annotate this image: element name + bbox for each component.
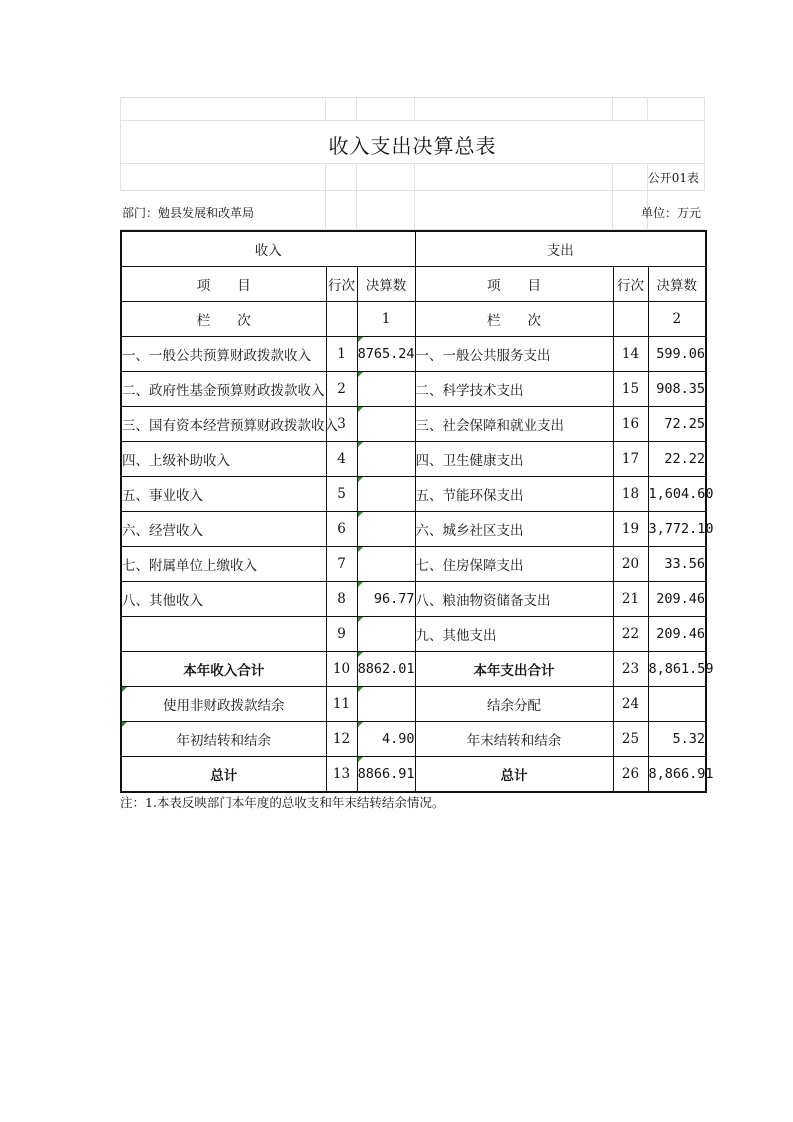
title-row — [120, 121, 705, 164]
cell-marker-icon — [358, 372, 363, 377]
page-title: 收入支出决算总表 — [328, 134, 497, 158]
table-row — [121, 547, 706, 582]
expense-amount: 8,861.59 — [648, 652, 706, 687]
expense-column-label: 栏 次 — [415, 302, 613, 337]
income-amount — [357, 757, 415, 793]
expense-line-header: 行次 — [613, 267, 648, 302]
income-line-no: 6 — [326, 512, 357, 547]
unit-label: 单位：万元 — [640, 206, 701, 220]
spreadsheet-blank-row — [120, 97, 705, 121]
income-line-no: 3 — [326, 407, 357, 442]
income-line-no: 8 — [326, 582, 357, 617]
income-amount-text: 4.90 — [381, 731, 415, 747]
department-row — [120, 191, 705, 230]
summary-row — [121, 687, 706, 722]
expense-amount: 8,866.91 — [648, 757, 706, 793]
expense-item: 五、节能环保支出 — [415, 477, 613, 512]
income-item: 五、事业收入 — [121, 477, 326, 512]
income-line-no: 2 — [326, 372, 357, 407]
income-amount — [357, 442, 415, 477]
expense-amount: 1,604.60 — [648, 477, 706, 512]
expense-header: 支出 — [415, 231, 706, 267]
cell-marker-icon — [358, 337, 363, 342]
expense-summary-item: 年末结转和结余 — [415, 722, 613, 757]
income-column-index: 1 — [357, 302, 415, 337]
expense-amount: 599.06 — [648, 337, 706, 372]
cell-marker-icon — [122, 687, 127, 692]
income-item: 二、政府性基金预算财政拨款收入 — [121, 372, 326, 407]
footnote: 注：1.本表反映部门本年度的总收支和年末结转结余情况。 — [120, 795, 445, 810]
cell-marker-icon — [358, 617, 363, 622]
income-amount — [357, 582, 415, 617]
income-item: 六、经营收入 — [121, 512, 326, 547]
expense-summary-item: 结余分配 — [415, 687, 613, 722]
income-amount — [357, 407, 415, 442]
table-row — [121, 582, 706, 617]
cell-marker-icon — [358, 722, 363, 727]
expense-column-blank — [613, 302, 648, 337]
income-line-no: 13 — [326, 757, 357, 793]
form-number-row — [120, 164, 705, 191]
form-number: 公开01表 — [647, 171, 699, 185]
income-item — [121, 617, 326, 652]
expense-item: 三、社会保障和就业支出 — [415, 407, 613, 442]
expense-line-no: 15 — [613, 372, 648, 407]
table-row — [121, 477, 706, 512]
income-line-no: 5 — [326, 477, 357, 512]
income-item: 八、其他收入 — [121, 582, 326, 617]
income-amount — [357, 722, 415, 757]
income-amount — [357, 547, 415, 582]
income-line-no: 11 — [326, 687, 357, 722]
income-column-label: 栏 次 — [121, 302, 326, 337]
expense-summary-item: 本年支出合计 — [415, 652, 613, 687]
income-amount-text: 8862.01 — [357, 661, 415, 677]
expense-item: 九、其他支出 — [415, 617, 613, 652]
expense-item: 八、粮油物资储备支出 — [415, 582, 613, 617]
cell-marker-icon — [358, 512, 363, 517]
expense-line-no: 23 — [613, 652, 648, 687]
expense-line-no: 21 — [613, 582, 648, 617]
income-column-blank — [326, 302, 357, 337]
summary-row — [121, 757, 706, 793]
expense-line-no: 18 — [613, 477, 648, 512]
income-amount — [357, 337, 415, 372]
table-row — [121, 372, 706, 407]
table-row — [121, 617, 706, 652]
income-line-no: 7 — [326, 547, 357, 582]
summary-row — [121, 652, 706, 687]
column-index-row — [121, 302, 706, 337]
expense-line-no: 14 — [613, 337, 648, 372]
income-summary-item — [121, 722, 326, 757]
income-amount-text: 96.77 — [373, 591, 415, 607]
expense-item: 二、科学技术支出 — [415, 372, 613, 407]
income-summary-item-text: 使用非财政拨款结余 — [163, 698, 285, 714]
expense-amount: 33.56 — [648, 547, 706, 582]
cell-marker-icon — [122, 722, 127, 727]
income-line-no: 4 — [326, 442, 357, 477]
income-item-header: 项 目 — [121, 267, 326, 302]
income-amount-text: 8866.91 — [357, 766, 415, 782]
income-line-no: 9 — [326, 617, 357, 652]
income-amount — [357, 617, 415, 652]
cell-marker-icon — [358, 547, 363, 552]
income-amount — [357, 372, 415, 407]
expense-amount-header: 决算数 — [648, 267, 706, 302]
column-header-row — [121, 267, 706, 302]
income-item: 一、一般公共预算财政拨款收入 — [121, 337, 326, 372]
expense-amount: 22.22 — [648, 442, 706, 477]
expense-item: 六、城乡社区支出 — [415, 512, 613, 547]
expense-amount: 3,772.10 — [648, 512, 706, 547]
income-summary-item — [121, 687, 326, 722]
expense-summary-item: 总计 — [415, 757, 613, 793]
income-amount — [357, 477, 415, 512]
report-sheet — [120, 97, 714, 793]
table-row — [121, 442, 706, 477]
section-header-row — [121, 231, 706, 267]
expense-item: 一、一般公共服务支出 — [415, 337, 613, 372]
expense-amount: 5.32 — [648, 722, 706, 757]
income-amount-header: 决算数 — [357, 267, 415, 302]
expense-line-no: 26 — [613, 757, 648, 793]
expense-line-no: 25 — [613, 722, 648, 757]
income-line-no: 12 — [326, 722, 357, 757]
expense-line-no: 22 — [613, 617, 648, 652]
expense-amount: 908.35 — [648, 372, 706, 407]
income-line-no: 10 — [326, 652, 357, 687]
cell-marker-icon — [358, 407, 363, 412]
income-amount — [357, 652, 415, 687]
expense-item-header: 项 目 — [415, 267, 613, 302]
expense-column-index: 2 — [648, 302, 706, 337]
cell-marker-icon — [358, 442, 363, 447]
cell-marker-icon — [358, 582, 363, 587]
summary-row — [121, 722, 706, 757]
income-amount-text: 8765.24 — [357, 346, 415, 362]
income-summary-item: 总计 — [121, 757, 326, 793]
expense-item: 七、住房保障支出 — [415, 547, 613, 582]
income-line-no: 1 — [326, 337, 357, 372]
expense-line-no: 19 — [613, 512, 648, 547]
table-row — [121, 407, 706, 442]
table-row — [121, 512, 706, 547]
income-amount — [357, 687, 415, 722]
income-amount — [357, 512, 415, 547]
expense-line-no: 17 — [613, 442, 648, 477]
expense-item: 四、卫生健康支出 — [415, 442, 613, 477]
income-item: 三、国有资本经营预算财政拨款收入 — [121, 407, 326, 442]
budget-summary-table — [120, 230, 714, 793]
income-summary-item: 本年收入合计 — [121, 652, 326, 687]
table-row — [121, 337, 706, 372]
income-header: 收入 — [121, 231, 415, 267]
cell-marker-icon — [358, 652, 363, 657]
income-item: 七、附属单位上缴收入 — [121, 547, 326, 582]
income-summary-item-text: 年初结转和结余 — [176, 733, 271, 749]
expense-amount: 209.46 — [648, 617, 706, 652]
cell-marker-icon — [358, 757, 363, 762]
cell-marker-icon — [358, 687, 363, 692]
expense-line-no: 24 — [613, 687, 648, 722]
expense-amount: 209.46 — [648, 582, 706, 617]
expense-line-no: 20 — [613, 547, 648, 582]
department-label: 部门：勉县发展和改革局 — [122, 206, 255, 220]
income-line-header: 行次 — [326, 267, 357, 302]
expense-line-no: 16 — [613, 407, 648, 442]
expense-amount: 72.25 — [648, 407, 706, 442]
cell-marker-icon — [358, 477, 363, 482]
income-item: 四、上级补助收入 — [121, 442, 326, 477]
expense-amount — [648, 687, 706, 722]
